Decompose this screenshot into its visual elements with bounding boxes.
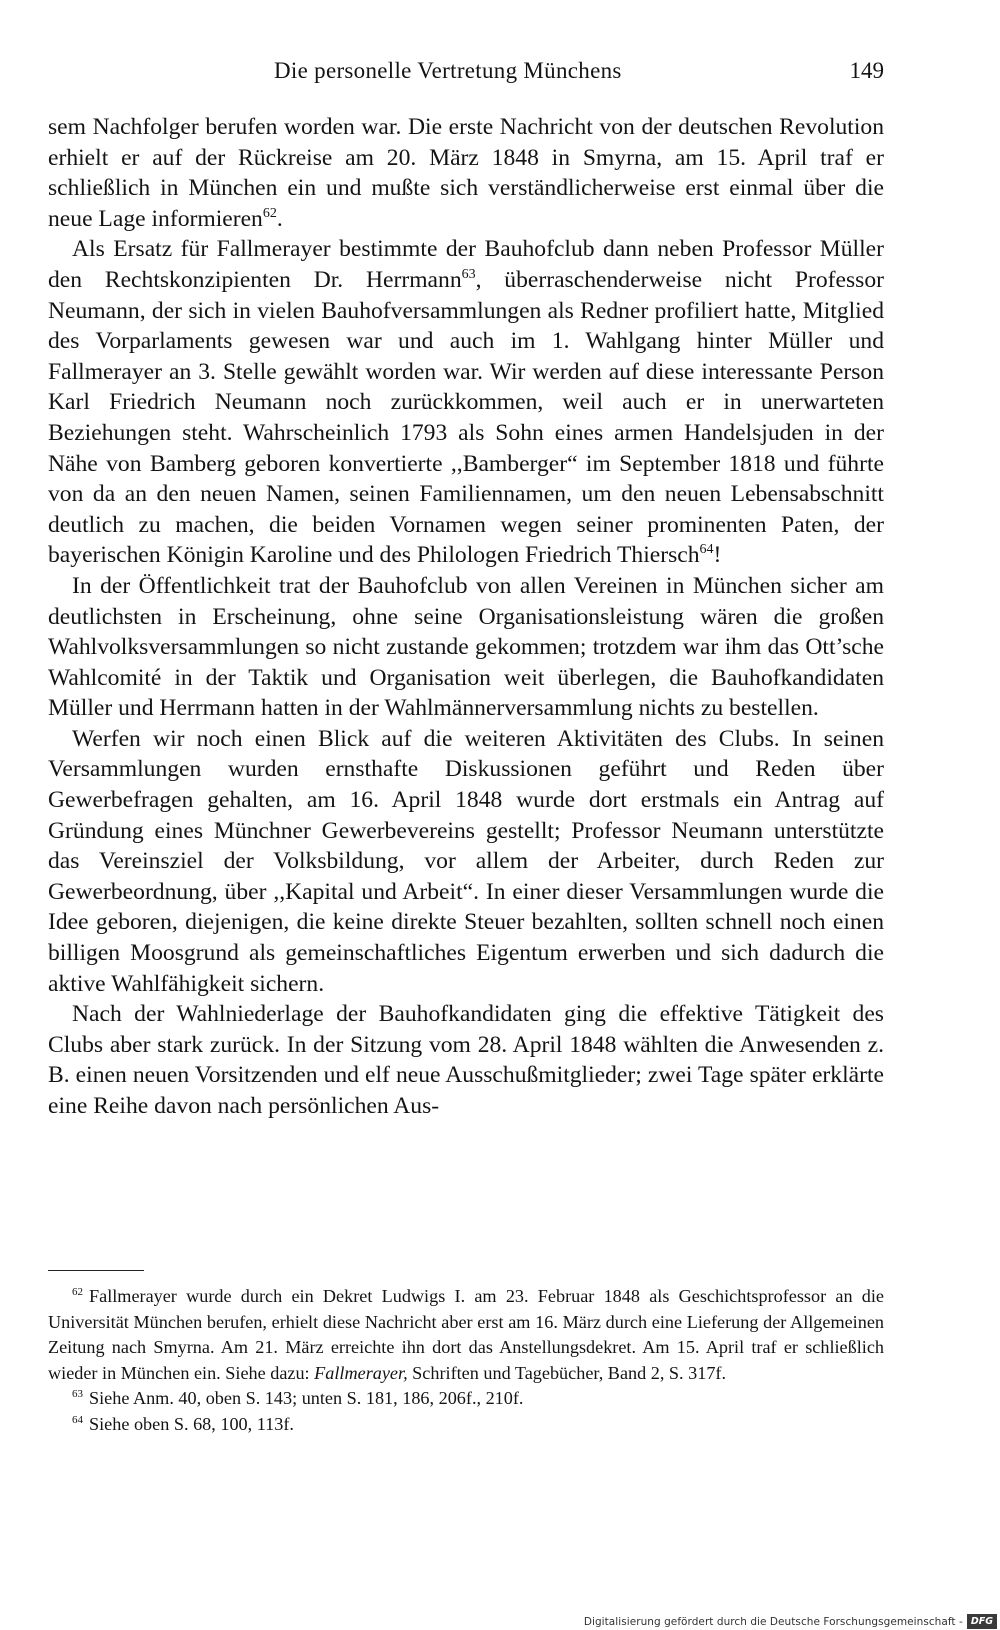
- footnote-number: 62: [72, 1286, 83, 1298]
- paragraph-1-text: sem Nachfolger berufen worden war. Die erste Nachricht von der deutschen Revolution erhielt er auf der Rückreise am 20. März 1848 in Smyrna, am 15. April traf er schließlich in München ein und mußte sich verständlicherweise erst einmal über die neue Lage informieren: [48, 114, 884, 232]
- running-head: [48, 54, 884, 90]
- footnote-text: Schriften und Tagebücher, Band 2, S. 317f.: [407, 1362, 727, 1383]
- paragraph-5: Nach der Wahlniederlage der Bauhofkandidaten ging die effektive Tätigkeit des Clubs aber stark zurück. In der Sitzung vom 28. April 1848 wählten die Anwesenden z. B. einen neuen Vorsitzenden und elf neue Ausschußmitglieder; zwei Tage später erklärte eine Reihe davon nach persönlichen Aus-: [48, 1001, 884, 1119]
- body-text: [48, 112, 884, 1122]
- dfg-logo: DFG: [967, 1614, 997, 1629]
- footnote-64: [48, 1412, 884, 1438]
- paragraph-2-text-b: , überraschenderweise nicht Professor Neumann, der sich in vielen Bauhofversammlungen als Redner profiliert hatte, Mitglied des Vorparlaments gewesen war und auch im 1. Wahlgang hinter Müller und Fallmerayer an 3. Stelle gewählt worden war. Wir werden auf diese interessante Person Karl Friedrich Neumann noch zurückkommen, weil auch er in unerwarteten Beziehungen steht. Wahrscheinlich 1793 als Sohn eines armen Handelsjuden in der Nähe von Bamberg geboren konvertierte ,,Bamberger“ im September 1818 und führte von da an den neuen Namen, seinen Familiennamen, um den neuen Lebensabschnitt deutlich zu machen, die beiden Vornamen wegen seiner prominenten Paten, der bayerischen Königin Karoline und des Philologen Friedrich Thiersch: [48, 266, 884, 569]
- page-number: 149: [849, 58, 884, 83]
- paragraph-4: Werfen wir noch einen Blick auf die weiteren Aktivitäten des Clubs. In seinen Versammlungen wurden ernsthafte Diskussionen geführt und Reden über Gewerbefragen gehalten, am 16. April 1848 wurde dort erstmals ein Antrag auf Gründung eines Münchner Gewerbevereins gestellt; Professor Neumann unterstützte das Vereinsziel der Volksbildung, vor allem der Arbeiter, durch Reden zur Gewerbeordnung, über ,,Kapital und Arbeit“. In einer dieser Versammlungen wurde die Idee geboren, diejenigen, die keine direkte Steuer bezahlten, sollten schnell noch einen billigen Moosgrund als gemeinschaftliches Eigentum erwerben und sich dadurch die aktive Wahlfähigkeit sichern.: [48, 725, 884, 997]
- paragraph-2-tail: !: [713, 542, 722, 569]
- footnote-63: [48, 1386, 884, 1412]
- footnote-text: Siehe oben S. 68, 100, 113f.: [89, 1413, 294, 1434]
- running-title: Die personelle Vertretung Münchens: [274, 58, 622, 83]
- paragraph-1-tail: .: [276, 205, 283, 232]
- footnote-number: 64: [72, 1413, 83, 1426]
- digitization-text: Digitalisierung gefördert durch die Deutsche Forschungsgemeinschaft -: [583, 1615, 963, 1628]
- footnote-number: 63: [72, 1388, 83, 1401]
- footnote-text: Fallmerayer wurde durch ein Dekret Ludwigs I. am 23. Februar 1848 als Geschichtsprofessor an die Universität München berufen, erhielt diese Nachricht aber erst am 16. März durch eine Lieferung der Allgemeinen Zeitung nach Smyrna. Am 21. März erreichte ihn dort das Anstellungsdekret. Am 15. April traf er schließlich wieder in München ein. Siehe dazu:: [48, 1286, 884, 1383]
- paragraph-2-text-a: Als Ersatz für Fallmerayer bestimmte der Bauhofclub dann neben Professor Müller den Rechtskonzipienten Dr. Herrmann: [48, 236, 884, 293]
- footnote-ref-63[interactable]: 63: [461, 266, 476, 282]
- footnote-italic-text: Fallmerayer,: [314, 1362, 408, 1383]
- paragraph-3: In der Öffentlichkeit trat der Bauhofclub von allen Vereinen in München sicher am deutlichsten in Erscheinung, ohne seine Organisationsleistung wären die großen Wahlvolksversammlungen so nicht zustande gekommen; trotzdem war ihm das Ott’sche Wahlcomité in der Taktik und Organisation weit überlegen, die Bauhofkandidaten Müller und Herrmann hatten in der Wahlmännerversammlung nichts zu bestellen.: [48, 572, 884, 722]
- footnote-ref-62[interactable]: 62: [262, 205, 277, 221]
- paragraph-2: [48, 234, 884, 571]
- paragraph-1: [48, 112, 884, 234]
- footnote-divider: [48, 1270, 144, 1271]
- footnote-62: [48, 1284, 884, 1386]
- footnotes: [48, 1284, 884, 1438]
- footnote-text: Siehe Anm. 40, oben S. 143; unten S. 181, 186, 206f., 210f.: [89, 1388, 524, 1409]
- footnote-ref-64[interactable]: 64: [699, 542, 714, 558]
- digitization-notice: [578, 1613, 1000, 1630]
